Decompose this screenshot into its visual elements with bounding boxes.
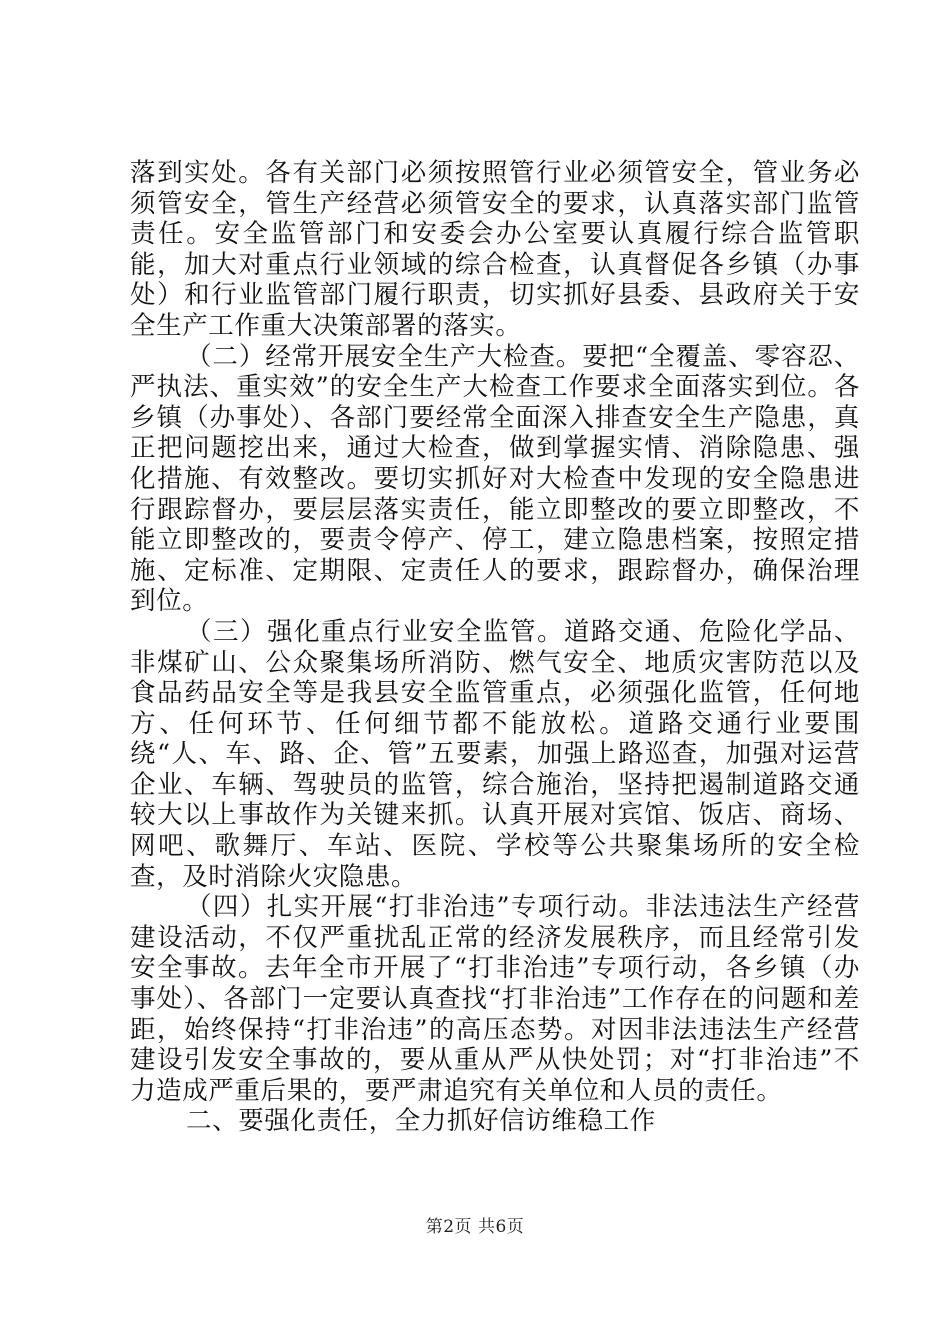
page-number-footer: 第2页 共6页 (425, 1217, 525, 1237)
document-body (130, 158, 860, 1137)
paragraph-section-2: （二）经常开展安全生产大检查。要把“全覆盖、零容忍、严执法、重实效”的安全生产大检查工作要求全面落实到位。各乡镇（办事处）、各部门要经常全面深入排查安全生产隐患，真正把问题挖出来，通过大检查，做到掌握实情、消除隐患、强化措施、有效整改。要切实抓好对大检查中发现的安全隐患进行跟踪督办，要层层落实责任，能立即整改的要立即整改，不能立即整改的，要责令停产、停工，建立隐患档案，按照定措施、定标准、定期限、定责任人的要求，跟踪督办，确保治理到位。 (130, 341, 860, 617)
paragraph-continuation: 落到实处。各有关部门必须按照管行业必须管安全，管业务必须管安全，管生产经营必须管安全的要求，认真落实部门监管责任。安全监管部门和安委会办公室要认真履行综合监管职能，加大对重点行业领域的综合检查，认真督促各乡镇（办事处）和行业监管部门履行职责，切实抓好县委、县政府关于安全生产工作重大决策部署的落实。 (130, 158, 860, 341)
paragraph-section-4: （四）扎实开展“打非治违”专项行动。非法违法生产经营建设活动，不仅严重扰乱正常的经济发展秩序，而且经常引发安全事故。去年全市开展了“打非治违”专项行动，各乡镇（办事处）、各部门一定要认真查找“打非治违”工作存在的问题和差距，始终保持“打非治违”的高压态势。对因非法违法生产经营建设引发安全事故的，要从重从严从快处罚；对“打非治违”不力造成严重后果的，要严肃追究有关单位和人员的责任。 (130, 892, 860, 1106)
section-heading: 二、要强化责任，全力抓好信访维稳工作 (186, 1106, 656, 1137)
paragraph-section-3: （三）强化重点行业安全监管。道路交通、危险化学品、非煤矿山、公众聚集场所消防、燃气安全、地质灾害防范以及食品药品安全等是我县安全监管重点，必须强化监管，任何地方、任何环节、任何细节都不能放松。道路交通行业要围绕“人、车、路、企、管”五要素，加强上路巡查，加强对运营企业、车辆、驾驶员的监管，综合施治，坚持把遏制道路交通较大以上事故作为关键来抓。认真开展对宾馆、饭店、商场、网吧、歌舞厅、车站、医院、学校等公共聚集场所的安全检查，及时消除火灾隐患。 (130, 616, 860, 892)
